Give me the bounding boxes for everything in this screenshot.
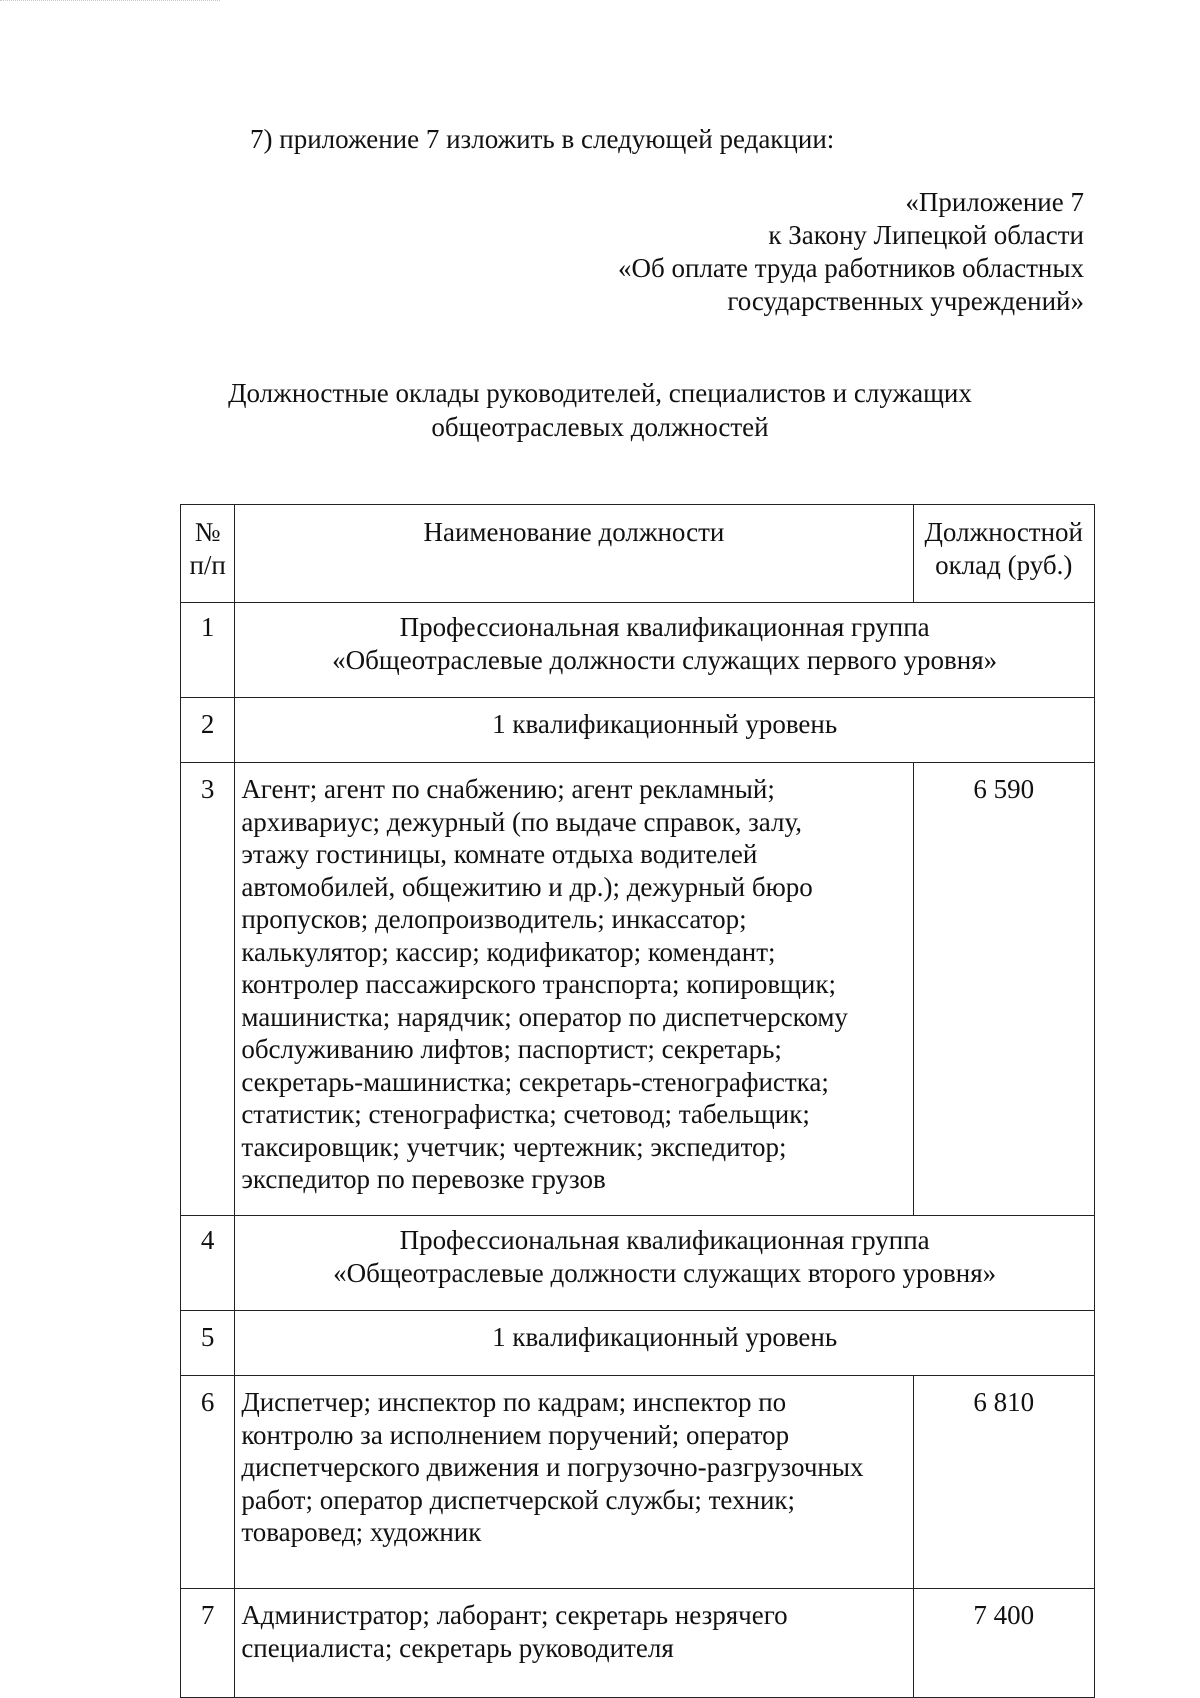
qualification-group bbox=[235, 603, 1095, 698]
salary-value: 7 400 bbox=[913, 1589, 1094, 1698]
group-line: Профессиональная квалификационная группа bbox=[399, 1225, 930, 1255]
position-line: специалиста; секретарь руководителя bbox=[241, 1632, 674, 1663]
row-number: 3 bbox=[181, 763, 235, 1216]
header-position-name: Наименование должности bbox=[235, 505, 913, 603]
group-line: Профессиональная квалификационная группа bbox=[399, 612, 930, 642]
qualification-level: 1 квалификационный уровень bbox=[235, 1311, 1095, 1376]
position-line: Диспетчер; инспектор по кадрам; инспектор по bbox=[241, 1387, 787, 1417]
title-line: общеотраслевых должностей bbox=[431, 412, 769, 442]
header-salary-line: оклад (руб.) bbox=[935, 549, 1073, 580]
position-line: контролю за исполнением поручений; оператор bbox=[241, 1419, 790, 1450]
appendix-ref-line: «Приложение 7 bbox=[905, 187, 1084, 217]
table-row-positions bbox=[181, 1376, 1095, 1589]
header-number-line: п/п bbox=[189, 549, 226, 580]
position-line: машинистка; нарядчик; оператор по диспетчерскому bbox=[241, 1001, 848, 1032]
table-row-group bbox=[181, 603, 1095, 698]
position-line: архивариус; дежурный (по выдаче справок, залу, bbox=[241, 806, 803, 837]
position-line: таксировщик; учетчик; чертежник; экспедитор; bbox=[241, 1131, 787, 1162]
title-line: Должностные оклады руководителей, специалистов и служащих bbox=[228, 378, 972, 408]
position-list bbox=[235, 763, 913, 1216]
group-line: «Общеотраслевые должности служащих первого уровня» bbox=[332, 644, 998, 675]
header-number bbox=[181, 505, 235, 603]
document-title bbox=[180, 376, 1020, 444]
table-row-group bbox=[181, 1216, 1095, 1311]
salary-value: 6 590 bbox=[913, 763, 1094, 1216]
row-number: 7 bbox=[181, 1589, 235, 1698]
position-line: работ; оператор диспетчерской службы; техник; bbox=[241, 1484, 796, 1515]
qualification-group bbox=[235, 1216, 1095, 1311]
position-line: калькулятор; кассир; кодификатор; комендант; bbox=[241, 936, 776, 967]
position-line: диспетчерского движения и погрузочно-разгрузочных bbox=[241, 1452, 864, 1482]
position-line: этажу гостиницы, комнате отдыха водителей bbox=[241, 839, 758, 869]
header-salary bbox=[913, 505, 1094, 603]
table-header-row bbox=[181, 505, 1095, 603]
group-line: «Общеотраслевые должности служащих второго уровня» bbox=[333, 1257, 997, 1288]
appendix-ref-line: к Закону Липецкой области bbox=[768, 220, 1084, 250]
appendix-reference bbox=[524, 186, 1084, 318]
qualification-level: 1 квалификационный уровень bbox=[235, 698, 1095, 763]
amendment-intro: 7) приложение 7 изложить в следующей редакции: bbox=[250, 124, 835, 154]
row-number: 6 bbox=[181, 1376, 235, 1589]
row-number: 1 bbox=[181, 603, 235, 698]
position-line: обслуживанию лифтов; паспортист; секретарь; bbox=[241, 1034, 782, 1064]
table-row-level bbox=[181, 1311, 1095, 1376]
position-line: Администратор; лаборант; секретарь незрячего bbox=[241, 1600, 788, 1630]
position-list bbox=[235, 1376, 913, 1589]
scan-artifact bbox=[0, 0, 220, 7]
appendix-ref-line: «Об оплате труда работников областных bbox=[618, 253, 1084, 283]
appendix-ref-line: государственных учреждений» bbox=[727, 286, 1084, 316]
table-row-positions bbox=[181, 1589, 1095, 1698]
row-number: 4 bbox=[181, 1216, 235, 1311]
position-line: автомобилей, общежитию и др.); дежурный бюро bbox=[241, 871, 813, 902]
salary-table bbox=[180, 504, 1095, 1698]
position-line: пропусков; делопроизводитель; инкассатор; bbox=[241, 904, 747, 934]
header-salary-line: Должностной bbox=[924, 517, 1084, 547]
position-list bbox=[235, 1589, 913, 1698]
position-line: Агент; агент по снабжению; агент рекламный; bbox=[241, 774, 775, 804]
salary-value: 6 810 bbox=[913, 1376, 1094, 1589]
position-line: экспедитор по перевозке грузов bbox=[241, 1164, 606, 1194]
table-row-positions bbox=[181, 763, 1095, 1216]
position-line: статистик; стенографистка; счетовод; табельщик; bbox=[241, 1099, 810, 1129]
row-number: 2 bbox=[181, 698, 235, 763]
position-line: контролер пассажирского транспорта; копировщик; bbox=[241, 969, 836, 999]
header-number-line: № bbox=[194, 517, 221, 547]
row-number: 5 bbox=[181, 1311, 235, 1376]
position-line: товаровед; художник bbox=[241, 1517, 482, 1547]
position-line: секретарь-машинистка; секретарь-стенографистка; bbox=[241, 1066, 829, 1097]
table-row-level bbox=[181, 698, 1095, 763]
